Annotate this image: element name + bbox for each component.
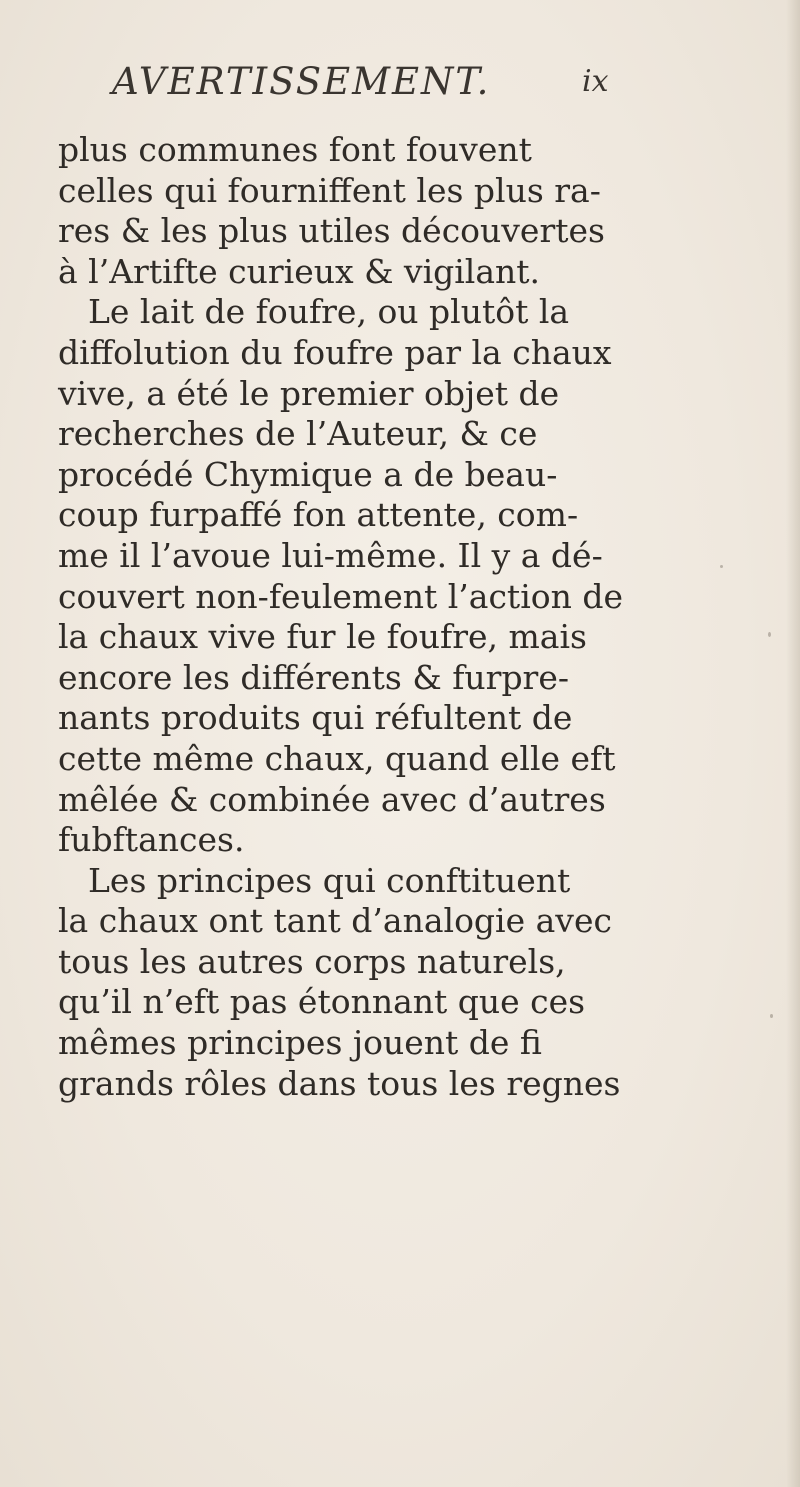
text-line: diffolution du foufre par la chaux: [58, 332, 612, 372]
paragraph-start-line: Les principes qui conftituent: [88, 860, 571, 900]
text-line: couvert non-feulement l’action de: [58, 576, 624, 616]
paper-speck: [720, 565, 723, 568]
text-line: la chaux vive fur le foufre, mais: [58, 617, 587, 657]
text-line: celles qui fourniffent les plus ra-: [58, 170, 601, 210]
paper-speck: [768, 632, 771, 637]
text-line: à l’Artifte curieux & vigilant.: [58, 251, 541, 291]
page-number: ix: [582, 64, 609, 99]
page-edge-shadow: [786, 0, 800, 1487]
text-line: recherches de l’Auteur, & ce: [58, 414, 538, 454]
paper-speck: [770, 1014, 773, 1018]
paragraph-start-line: Le lait de foufre, ou plutôt la: [88, 292, 570, 332]
text-line: encore les différents & furpre-: [58, 657, 570, 697]
text-line: cette même chaux, quand elle eft: [58, 738, 616, 778]
text-line: qu’il n’eft pas étonnant que ces: [58, 982, 586, 1022]
text-line: nants produits qui réfultent de: [58, 698, 573, 738]
text-line: coup furpaffé fon attente, com-: [58, 495, 579, 535]
text-line: mêlée & combinée avec d’autres: [58, 779, 606, 819]
running-header: [112, 60, 672, 110]
text-line: procédé Chymique a de beau-: [58, 454, 558, 494]
text-line: grands rôles dans tous les regnes: [58, 1063, 621, 1103]
text-line: res & les plus utiles découvertes: [58, 211, 605, 251]
text-line: vive, a été le premier objet de: [58, 373, 560, 413]
text-line: me il l’avoue lui-même. Il y a dé-: [58, 535, 603, 575]
text-line: plus communes font fouvent: [58, 130, 532, 169]
text-line: la chaux ont tant d’analogie avec: [58, 901, 612, 941]
body-text: [58, 130, 748, 1104]
text-line: fubftances.: [58, 820, 245, 860]
running-title: AVERTISSEMENT.: [112, 60, 491, 103]
text-line: mêmes principes jouent de fi: [58, 1023, 542, 1063]
text-line: tous les autres corps naturels,: [58, 941, 566, 981]
